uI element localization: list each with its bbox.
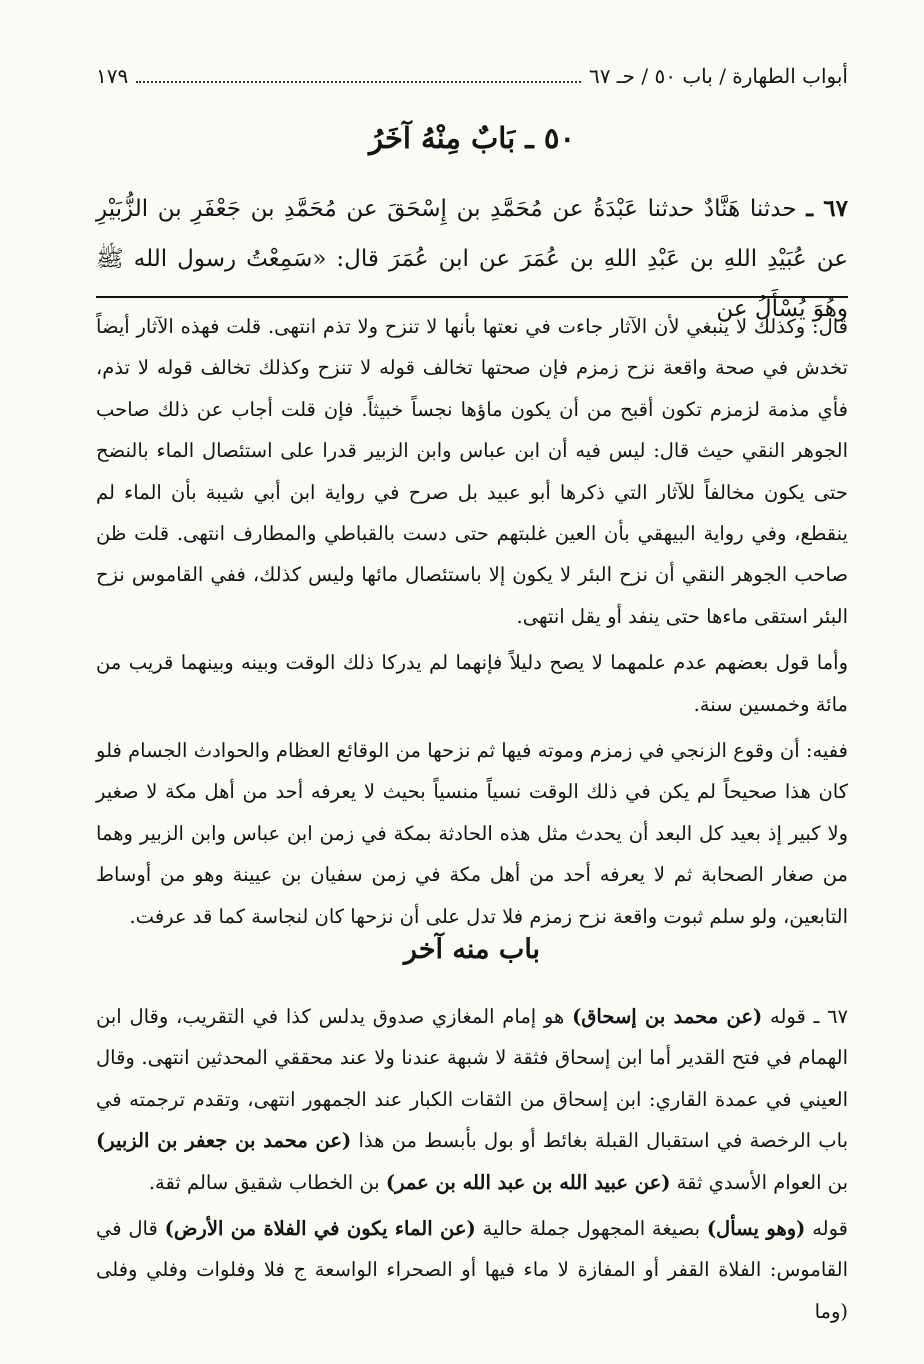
note-text: بن العوام الأسدي ثقة	[676, 1170, 848, 1194]
page-number: ١٧٩	[96, 64, 129, 88]
quoted-phrase: (عن محمد بن جعفر بن الزبير)	[96, 1129, 352, 1153]
note-text: بن الخطاب شقيق سالم ثقة.	[148, 1170, 380, 1194]
running-title: أبواب الطهارة / باب ٥٠ / حـ ٦٧	[588, 64, 848, 88]
note-paragraph	[96, 1208, 848, 1332]
hadith-number: ٦٧ ـ	[806, 195, 849, 222]
hadith-text: حدثنا هَنَّادٌ حدثنا عَبْدَةُ عن مُحَمَّدِ بن إِسْحَقَ عن مُحَمَّدِ بن جَعْفَرِ بن الزُّبَيْرِ عن عُبَيْدِ اللهِ بن عَبْدِ اللهِ بن عُمَرَ عن ابن عُمَرَ قال: «سَمِعْتُ رسول الله ﷺ وهُوَ يُسْأَلُ عن	[96, 196, 848, 322]
note-text: بصيغة المجهول جملة حالية	[482, 1217, 701, 1241]
commentary-paragraph: وأما قول بعضهم عدم علمهما لا يصح دليلاً فإنهما لم يدركا ذلك الوقت وبينه وبينهما قريب من مائة وخمسين سنة.	[96, 651, 848, 716]
commentary-block	[96, 306, 848, 937]
quoted-phrase: (عن محمد بن إسحاق)	[572, 1005, 763, 1028]
section-title: باب منه آخر	[403, 934, 541, 965]
quoted-phrase: (عن الماء يكون في الفلاة من الأرض)	[164, 1217, 476, 1241]
note-text: قوله	[812, 1217, 848, 1241]
notes-block	[96, 996, 848, 1332]
footnote-divider	[96, 296, 848, 298]
note-text: ٦٧ ـ قوله	[770, 1005, 849, 1028]
running-header	[96, 60, 848, 92]
quoted-phrase: (عن عبيد الله بن عبد الله بن عمر)	[385, 1170, 671, 1194]
note-text: هو إمام المغازي صدوق يدلس كذا في التقريب، وقال ابن الهمام في فتح القدير أما ابن إسحاق فثقة لا شبهة عندنا ولا عند محققي المحدثين انتهى. وقال العيني في عمدة القاري: ابن إسحاق من الثقات الكبار عند الجمهور انتهى، وتقدم ترجمته في باب الرخصة في استقبال القبلة بغائط أو بول بأبسط من هذا	[96, 1005, 849, 1153]
dotted-leader	[136, 81, 581, 83]
note-paragraph	[96, 996, 848, 1203]
quoted-phrase: (وهو يسأل)	[706, 1217, 806, 1241]
commentary-paragraph: ففيه: أن وقوع الزنجي في زمزم وموته فيها ثم نزحها من الوقائع العظام والحوادث الجسام فلو كان هذا صحيحاً لم يكن في ذلك الوقت نسياً منسياً بحيث لا يعرفه أحد من أهل مكة لا صغير ولا كبير إذ بعيد كل البعد أن يحدث مثل هذه الحادثة بمكة في زمن ابن عباس وابن الزبير وهما من صغار الصحابة ثم لا يعرفه أحد من أهل مكة في زمن سفيان بن عيينة وهو من أوساط التابعين، ولو سلم ثبوت واقعة نزح زمزم فلا تدل على أن نزحها كان لنجاسة كما قد عرفت.	[96, 739, 848, 928]
commentary-paragraph: قال: وكذلك لا ينبغي لأن الآثار جاءت في نعتها بأنها لا تنزح ولا تذم انتهى. قلت فهذه الآثار أيضاً تخدش في صحة واقعة نزح زمزم فإن صحتها تخالف قوله لا تنزح وكذلك تخالف قوله لا تذم، فأي مذمة لزمزم تكون أقبح من أن يكون ماؤها نجساً خبيثاً. فإن قلت أجاب عن ذلك صاحب الجوهر النقي حيث قال: ليس فيه أن ابن عباس وابن الزبير قدرا على استئصال الماء بالنضح حتى يكون مخالفاً للآثار التي ذكرها أبو عبيد بل صرح في رواية ابن أبي شيبة بأن الماء لم ينقطع، وفي رواية البيهقي بأن العين غلبتهم حتى دست بالقباطي والمطارف انتهى. قلت ظن صاحب الجوهر النقي أن نزح البئر لا يكون إلا باستئصال مائها وليس كذلك، ففي القاموس نزح البئر استقى ماءها حتى ينفد أو يقل انتهى.	[96, 315, 848, 628]
chapter-title: ٥٠ ـ بَابٌ مِنْهُ آخَرُ	[368, 121, 576, 155]
note-text: قال في القاموس: الفلاة القفر أو المفازة لا ماء فيها أو الصحراء الواسعة ج فلا وفلوات وفلي وفلى (وما	[96, 1217, 848, 1323]
